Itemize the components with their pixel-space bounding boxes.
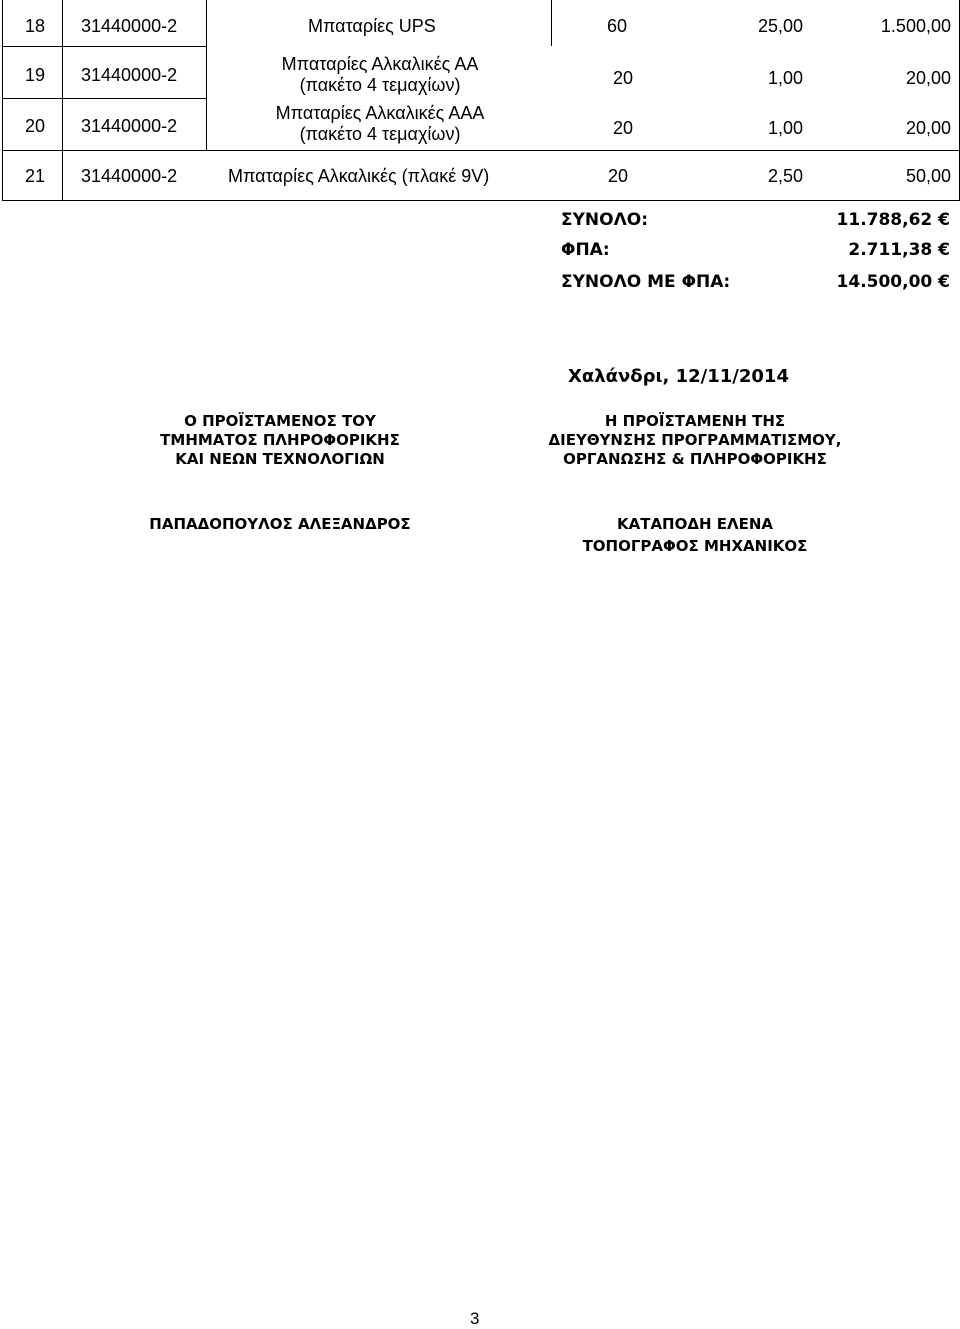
left-title-line: ΤΜΗΜΑΤΟΣ ΠΛΗΡΟΦΟΡΙΚΗΣ: [160, 431, 400, 449]
column-divider: [551, 0, 552, 46]
item-no: 18: [25, 16, 46, 36]
item-description: [209, 54, 551, 96]
place-date: Χαλάνδρι, 12/11/2014: [568, 366, 789, 387]
item-description-line: Μπαταρίες Αλκαλικές ΑΑΑ: [275, 103, 485, 123]
column-divider: [206, 0, 207, 150]
right-signatory-name: ΚΑΤΑΠΟΔΗ ΕΛΕΝΑ: [616, 515, 774, 533]
item-code: 31440000-2: [81, 16, 178, 36]
left-signatory-title: [95, 412, 465, 469]
item-no: 21: [25, 166, 46, 186]
right-title-line: Η ΠΡΟΪΣΤΑΜΕΝΗ ΤΗΣ: [604, 412, 786, 430]
item-total: 20,00: [905, 118, 951, 138]
item-unit-price: 2,50: [767, 166, 803, 186]
item-quantity: 60: [607, 16, 628, 36]
right-title-line: ΔΙΕΥΘΥΝΣΗΣ ΠΡΟΓΡΑΜΜΑΤΙΣΜΟΥ,: [548, 431, 842, 449]
row-divider: [3, 98, 206, 99]
item-description-line: Μπαταρίες Αλκαλικές ΑΑ: [281, 54, 479, 74]
item-description: [209, 103, 551, 145]
items-table: [2, 0, 960, 201]
item-description: Μπαταρίες Αλκαλικές (πλακέ 9V): [228, 166, 490, 186]
item-description-line: (πακέτο 4 τεμαχίων): [299, 75, 461, 95]
subtotal-value: 11.788,62 €: [836, 210, 950, 230]
left-signatory-name: ΠΑΠΑΔΟΠΟΥΛΟΣ ΑΛΕΞΑΝΔΡΟΣ: [149, 515, 411, 533]
left-title-line: ΚΑΙ ΝΕΩΝ ΤΕΧΝΟΛΟΓΙΩΝ: [175, 450, 385, 468]
item-quantity: 20: [613, 68, 634, 88]
right-signatory-role: ΤΟΠΟΓΡΑΦΟΣ ΜΗΧΑΝΙΚΟΣ: [582, 537, 808, 555]
item-no: 19: [25, 65, 46, 85]
right-signatory-title: [500, 412, 890, 469]
column-divider: [62, 0, 63, 200]
item-code: 31440000-2: [81, 116, 178, 136]
vat-value: 2.711,38 €: [848, 240, 950, 260]
row-divider: [3, 46, 206, 47]
item-unit-price: 1,00: [767, 68, 803, 88]
grand-total-label: ΣΥΝΟΛΟ ΜΕ ΦΠΑ:: [561, 272, 731, 292]
vat-label: ΦΠΑ:: [561, 240, 610, 260]
left-title-line: Ο ΠΡΟΪΣΤΑΜΕΝΟΣ ΤΟΥ: [184, 412, 376, 430]
item-unit-price: 1,00: [767, 118, 803, 138]
item-code: 31440000-2: [81, 166, 178, 186]
item-quantity: 20: [608, 166, 629, 186]
item-description-line: (πακέτο 4 τεμαχίων): [299, 124, 461, 144]
grand-total-value: 14.500,00 €: [836, 272, 950, 292]
item-no: 20: [25, 116, 46, 136]
right-title-line: ΟΡΓΑΝΩΣΗΣ & ΠΛΗΡΟΦΟΡΙΚΗΣ: [563, 450, 827, 468]
item-total: 50,00: [905, 166, 951, 186]
item-description: Μπαταρίες UPS: [308, 16, 436, 36]
subtotal-label: ΣΥΝΟΛΟ:: [561, 210, 649, 230]
page-number: 3: [470, 1309, 480, 1328]
row-divider: [3, 150, 959, 151]
item-code: 31440000-2: [81, 65, 178, 85]
item-quantity: 20: [613, 118, 634, 138]
item-total: 20,00: [905, 68, 951, 88]
item-unit-price: 25,00: [757, 16, 803, 36]
item-total: 1.500,00: [880, 16, 951, 36]
